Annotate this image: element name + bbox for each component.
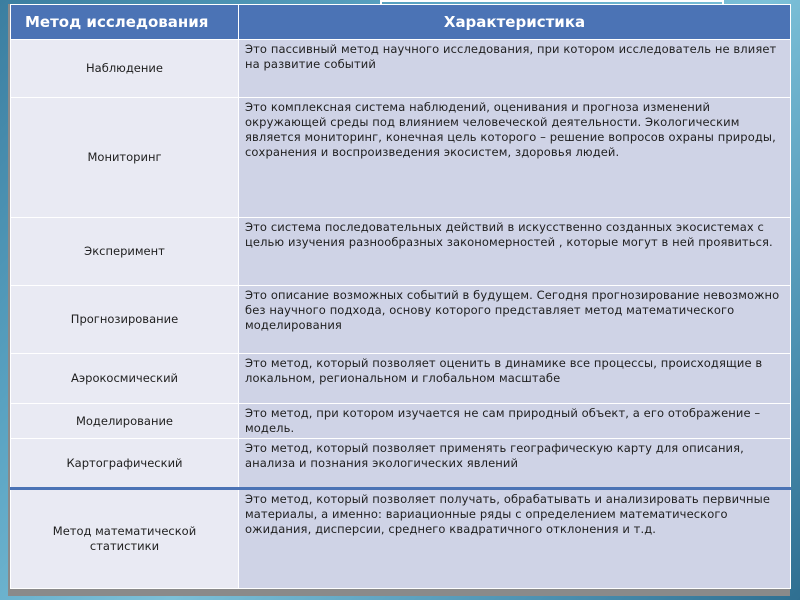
description-cell: Это пассивный метод научного исследования, при котором исследователь не влияет на развитие событий bbox=[239, 40, 791, 98]
table-row bbox=[11, 218, 791, 286]
table-row bbox=[11, 98, 791, 218]
description-cell: Это метод, который позволяет применять географическую карту для описания, анализа и познания экологических явлений bbox=[239, 439, 791, 489]
method-cell: Картографический bbox=[11, 439, 239, 489]
method-cell: Эксперимент bbox=[11, 218, 239, 286]
methods-table bbox=[10, 4, 791, 589]
table-row bbox=[11, 354, 791, 404]
method-cell: Мониторинг bbox=[11, 98, 239, 218]
table-row bbox=[11, 404, 791, 439]
table-row bbox=[11, 286, 791, 354]
table-header-row bbox=[11, 5, 791, 40]
description-cell: Это метод, который позволяет оценить в динамике все процессы, происходящие в локальном, региональном и глобальном масштабе bbox=[239, 354, 791, 404]
table-row bbox=[11, 489, 791, 589]
table-row bbox=[11, 40, 791, 98]
method-cell: Наблюдение bbox=[11, 40, 239, 98]
description-cell: Это комплексная система наблюдений, оценивания и прогноза изменений окружающей среды под влиянием человеческой деятельности. Экологическим является мониторинг, конечная цель которого – решение вопросов охраны природы, сохранения и воспроизведения экосистем, здоровья людей. bbox=[239, 98, 791, 218]
header-characteristic: Характеристика bbox=[239, 5, 791, 40]
method-cell: Аэрокосмический bbox=[11, 354, 239, 404]
header-method: Метод исследования bbox=[11, 5, 239, 40]
method-cell: Моделирование bbox=[11, 404, 239, 439]
method-cell: Метод математической статистики bbox=[11, 489, 239, 589]
description-cell: Это метод, который позволяет получать, обрабатывать и анализировать первичные материалы, а именно: вариационные ряды с определением математического ожидания, дисперсии, среднего квадратичного отклонения и т.д. bbox=[239, 489, 791, 589]
description-cell: Это метод, при котором изучается не сам природный объект, а его отображение – модель. bbox=[239, 404, 791, 439]
description-cell: Это система последовательных действий в искусственно созданных экосистемах с целью изучения разнообразных закономерностей , которые могут в ней проявиться. bbox=[239, 218, 791, 286]
table-row bbox=[11, 439, 791, 489]
method-cell: Прогнозирование bbox=[11, 286, 239, 354]
description-cell: Это описание возможных событий в будущем. Сегодня прогнозирование невозможно без научного подхода, основу которого представляет метод математического моделирования bbox=[239, 286, 791, 354]
